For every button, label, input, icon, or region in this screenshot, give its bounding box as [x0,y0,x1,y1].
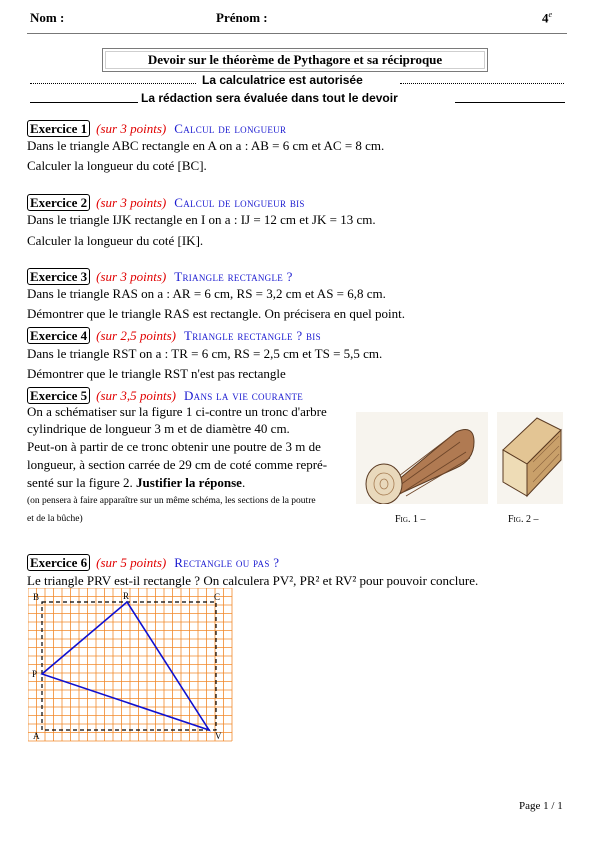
point-a-label: A [33,731,40,741]
redaction-note-row [30,90,566,106]
exercise-5-points: (sur 3,5 points) [96,388,176,403]
point-r-label: R [123,591,130,601]
exercise-3-line-2: Démontrer que le triangle RAS est rectangle. On précisera en quel point. [27,306,405,321]
dot-leader-right [400,83,564,84]
exercise-6-title: Rectangle ou pas ? [174,555,280,570]
prenom-label: Prénom : [216,10,268,25]
exercise-2-title: Calcul de longueur bis [174,195,305,210]
exercise-5-line-5-text: senté sur la figure 2. [27,475,133,490]
figure-1-caption: Fig. 1 – [395,514,426,525]
exercise-4-points: (sur 2,5 points) [96,328,176,343]
exercise-5-line-2: cylindrique de longueur 3 m et de diamètre 40 cm. [27,421,290,436]
exercise-5-note-2: et de la bûche) [27,514,83,524]
exercise-4-label: Exercice 4 [27,327,90,344]
calculator-note: La calculatrice est autorisée [202,73,363,87]
exercise-2-label: Exercice 2 [27,194,90,211]
rule-left [30,102,138,103]
exercise-4-line-1: Dans le triangle RST on a : TR = 6 cm, RS = 2,5 cm et TS = 5,5 cm. [27,346,383,361]
point-v-label: V [215,731,222,741]
exercise-2-line-1: Dans le triangle IJK rectangle en I on a : IJ = 12 cm et JK = 13 cm. [27,212,376,227]
exercise-3-line-1: Dans le triangle RAS on a : AR = 6 cm, RS = 3,2 cm et AS = 6,8 cm. [27,286,386,301]
exercise-5-line-3: Peut-on à partir de ce tronc obtenir une poutre de 3 m de [27,439,321,454]
redaction-note: La rédaction sera évaluée dans tout le devoir [141,91,398,105]
point-p-label: P [32,669,38,679]
page-number: Page 1 / 1 [519,800,563,812]
exercise-5-label: Exercice 5 [27,387,90,404]
exercise-5-line-1: On a schématiser sur la figure 1 ci-contre un tronc d'arbre [27,404,327,419]
nom-label: Nom : [30,10,65,25]
exercise-4-line-2: Démontrer que le triangle RST n'est pas rectangle [27,366,286,381]
figure-1-log [356,412,488,504]
exercise-1-line-1: Dans le triangle ABC rectangle en A on a : AB = 6 cm et AC = 8 cm. [27,138,385,153]
calculator-note-row [30,72,566,88]
exercise-5-justify: Justifier la réponse [136,475,242,490]
exercise-5-line-5: senté sur la figure 2. Justifier la réponse. [27,475,246,490]
exercise-3-title: Triangle rectangle ? [174,269,293,284]
point-b-label: B [33,592,40,602]
triangle-grid-figure [28,588,238,746]
exercise-4-title: Triangle rectangle ? bis [183,328,321,343]
exercise-3-heading [27,268,293,285]
exercise-5-title: Dans la vie courante [183,388,304,403]
class-level-number: 4 [542,10,549,26]
devoir-title: Devoir sur le théorème de Pythagore et sa réciproque [102,48,488,72]
exercise-3-label: Exercice 3 [27,268,90,285]
exercise-2-heading [27,194,305,211]
exercise-1-title: Calcul de longueur [174,121,287,136]
triangle-prv [42,602,209,730]
class-level [542,10,552,26]
exercise-1-heading [27,120,286,137]
figure-2-beam [497,412,563,504]
header-rule [27,33,567,34]
class-level-sup: e [548,10,553,19]
exercise-2-points: (sur 3 points) [96,195,167,210]
exercise-1-line-2: Calculer la longueur du coté [BC]. [27,158,207,173]
exercise-3-points: (sur 3 points) [96,269,167,284]
exercise-1-points: (sur 3 points) [96,121,167,136]
exercise-2-line-2: Calculer la longueur du coté [IK]. [27,233,204,248]
exercise-5-heading [27,387,303,404]
exercise-6-label: Exercice 6 [27,554,90,571]
exercise-6-heading [27,554,279,571]
exercise-6-points: (sur 5 points) [96,555,167,570]
exercise-5-line-4: longueur, à section carrée de 29 cm de coté comme repré- [27,457,328,472]
rule-right [455,102,565,103]
figure-2-caption: Fig. 2 – [508,514,539,525]
point-c-label: C [214,592,221,602]
dot-leader-left [30,83,196,84]
exercise-6-line-1: Le triangle PRV est-il rectangle ? On calculera PV², PR² et RV² pour pouvoir conclure. [27,573,479,588]
exercise-5-note-1: (on pensera à faire apparaître sur un même schéma, les sections de la poutre [27,496,316,506]
exercise-1-label: Exercice 1 [27,120,90,137]
exercise-4-heading [27,327,321,344]
